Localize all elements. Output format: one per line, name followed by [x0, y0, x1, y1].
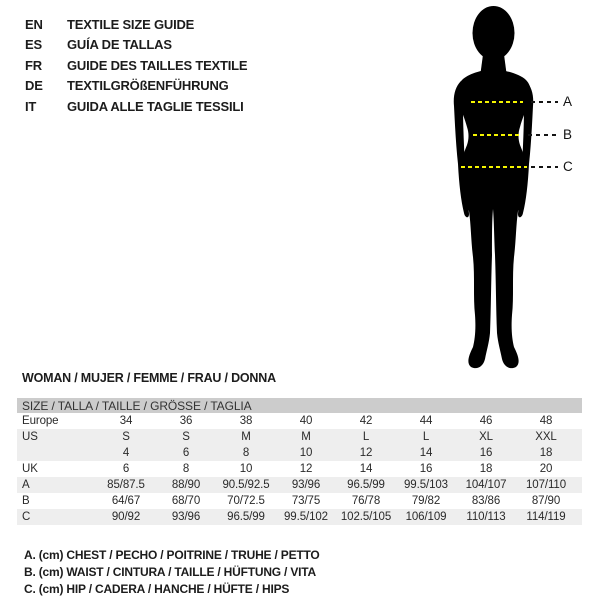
table-cell: 85/87.5 — [96, 477, 156, 493]
marker-b-label: B — [563, 127, 573, 142]
table-cell: XXL — [516, 429, 576, 445]
legend-hip: C. (cm) HIP / CADERA / HANCHE / HÜFTE / HIPS — [24, 582, 290, 596]
table-cell: 16 — [456, 445, 516, 461]
table-cell: 79/82 — [411, 495, 441, 507]
table-cell: 68/70 — [171, 495, 201, 507]
hip-measure-line — [461, 166, 527, 168]
language-title: GUIDA ALLE TAGLIE TESSILI — [67, 98, 244, 114]
table-row-europe — [17, 413, 582, 429]
table-cell: 83/86 — [471, 495, 501, 507]
table-row-hip-c — [17, 509, 582, 525]
table-cell: 14 — [359, 463, 373, 475]
table-cell: 18 — [516, 445, 576, 461]
language-code: IT — [25, 98, 37, 114]
row-label: C — [17, 509, 96, 525]
table-cell: 16 — [419, 463, 433, 475]
table-cell: 96.5/99 — [216, 509, 276, 525]
size-table — [17, 398, 582, 525]
hip-leader-line — [531, 166, 558, 168]
table-cell: 12 — [336, 445, 396, 461]
table-cell: 46 — [479, 415, 493, 427]
section-title-woman: WOMAN / MUJER / FEMME / FRAU / DONNA — [22, 371, 276, 385]
table-filler-cell — [576, 413, 582, 429]
table-cell: 110/113 — [456, 509, 516, 525]
table-cell: 90.5/92.5 — [216, 477, 276, 493]
table-cell: 70/72.5 — [227, 495, 265, 507]
table-cell: 76/78 — [351, 495, 381, 507]
marker-a-label: A — [563, 94, 573, 109]
table-cell: 48 — [539, 415, 553, 427]
table-filler-cell — [576, 477, 582, 493]
language-code: FR — [25, 57, 42, 73]
table-filler-cell — [576, 509, 582, 525]
table-cell: 18 — [479, 463, 493, 475]
table-row-chest-a — [17, 477, 582, 493]
table-row-uk — [17, 461, 582, 477]
row-label: Europe — [22, 415, 59, 427]
row-label: B — [22, 495, 30, 507]
table-cell: 107/110 — [516, 477, 576, 493]
language-code: DE — [25, 78, 43, 94]
table-cell: 93/96 — [276, 477, 336, 493]
row-label: A — [17, 477, 96, 493]
table-row-waist-b — [17, 493, 582, 509]
table-cell: 104/107 — [456, 477, 516, 493]
table-cell: 64/67 — [111, 495, 141, 507]
table-cell: S — [156, 429, 216, 445]
table-cell: 34 — [119, 415, 133, 427]
table-cell: 90/92 — [96, 509, 156, 525]
table-cell: M — [276, 429, 336, 445]
language-code: EN — [25, 17, 43, 32]
table-cell: 44 — [419, 415, 433, 427]
table-cell: 99.5/103 — [396, 477, 456, 493]
table-cell: L — [396, 429, 456, 445]
table-cell: L — [336, 429, 396, 445]
table-filler-cell — [576, 461, 582, 477]
table-cell: 40 — [299, 415, 313, 427]
table-cell: 102.5/105 — [336, 509, 396, 525]
table-row-us — [17, 429, 582, 445]
table-cell: 87/90 — [531, 495, 561, 507]
language-code: ES — [25, 37, 42, 53]
table-cell: 14 — [396, 445, 456, 461]
chest-leader-line — [531, 101, 558, 103]
waist-measure-line — [473, 134, 521, 136]
table-cell: 8 — [216, 445, 276, 461]
table-cell: 12 — [299, 463, 313, 475]
table-cell: XL — [456, 429, 516, 445]
table-cell: 10 — [276, 445, 336, 461]
language-title: GUÍA DE TALLAS — [67, 37, 172, 53]
size-table-header-row — [17, 398, 582, 413]
table-cell: 38 — [239, 415, 253, 427]
table-cell: 96.5/99 — [336, 477, 396, 493]
table-cell: 6 — [156, 445, 216, 461]
table-cell: 8 — [182, 463, 190, 475]
table-cell: 73/75 — [291, 495, 321, 507]
table-row-us-numeric — [17, 445, 582, 461]
table-cell: 4 — [96, 445, 156, 461]
measurement-legend — [24, 547, 320, 598]
table-cell: 42 — [359, 415, 373, 427]
table-cell: 88/90 — [156, 477, 216, 493]
table-cell: 6 — [122, 463, 130, 475]
table-cell: 36 — [179, 415, 193, 427]
table-cell: 10 — [239, 463, 253, 475]
language-title: GUIDE DES TAILLES TEXTILE — [67, 57, 248, 73]
row-label — [17, 445, 96, 461]
table-cell: M — [216, 429, 276, 445]
table-cell: 99.5/102 — [276, 509, 336, 525]
row-label: US — [17, 429, 96, 445]
language-title: TEXTILE SIZE GUIDE — [67, 17, 195, 32]
table-cell: 93/96 — [156, 509, 216, 525]
chest-measure-line — [471, 101, 523, 103]
language-title: TEXTILGRÖßENFÜHRUNG — [67, 78, 229, 94]
table-filler-cell — [576, 445, 582, 461]
table-cell: 106/109 — [396, 509, 456, 525]
table-filler-cell — [576, 493, 582, 509]
row-label: UK — [22, 463, 38, 475]
legend-chest: A. (cm) CHEST / PECHO / POITRINE / TRUHE / PETTO — [24, 548, 320, 562]
woman-silhouette-image — [411, 3, 575, 371]
marker-c-label: C — [563, 159, 573, 174]
table-cell: 114/119 — [516, 509, 576, 525]
table-cell: S — [96, 429, 156, 445]
waist-leader-line — [528, 134, 558, 136]
legend-waist: B. (cm) WAIST / CINTURA / TAILLE / HÜFTUNG / VITA — [24, 565, 316, 579]
table-cell: 20 — [539, 463, 553, 475]
table-filler-cell — [576, 429, 582, 445]
size-table-header: SIZE / TALLA / TAILLE / GRÖSSE / TAGLIA — [17, 398, 582, 413]
